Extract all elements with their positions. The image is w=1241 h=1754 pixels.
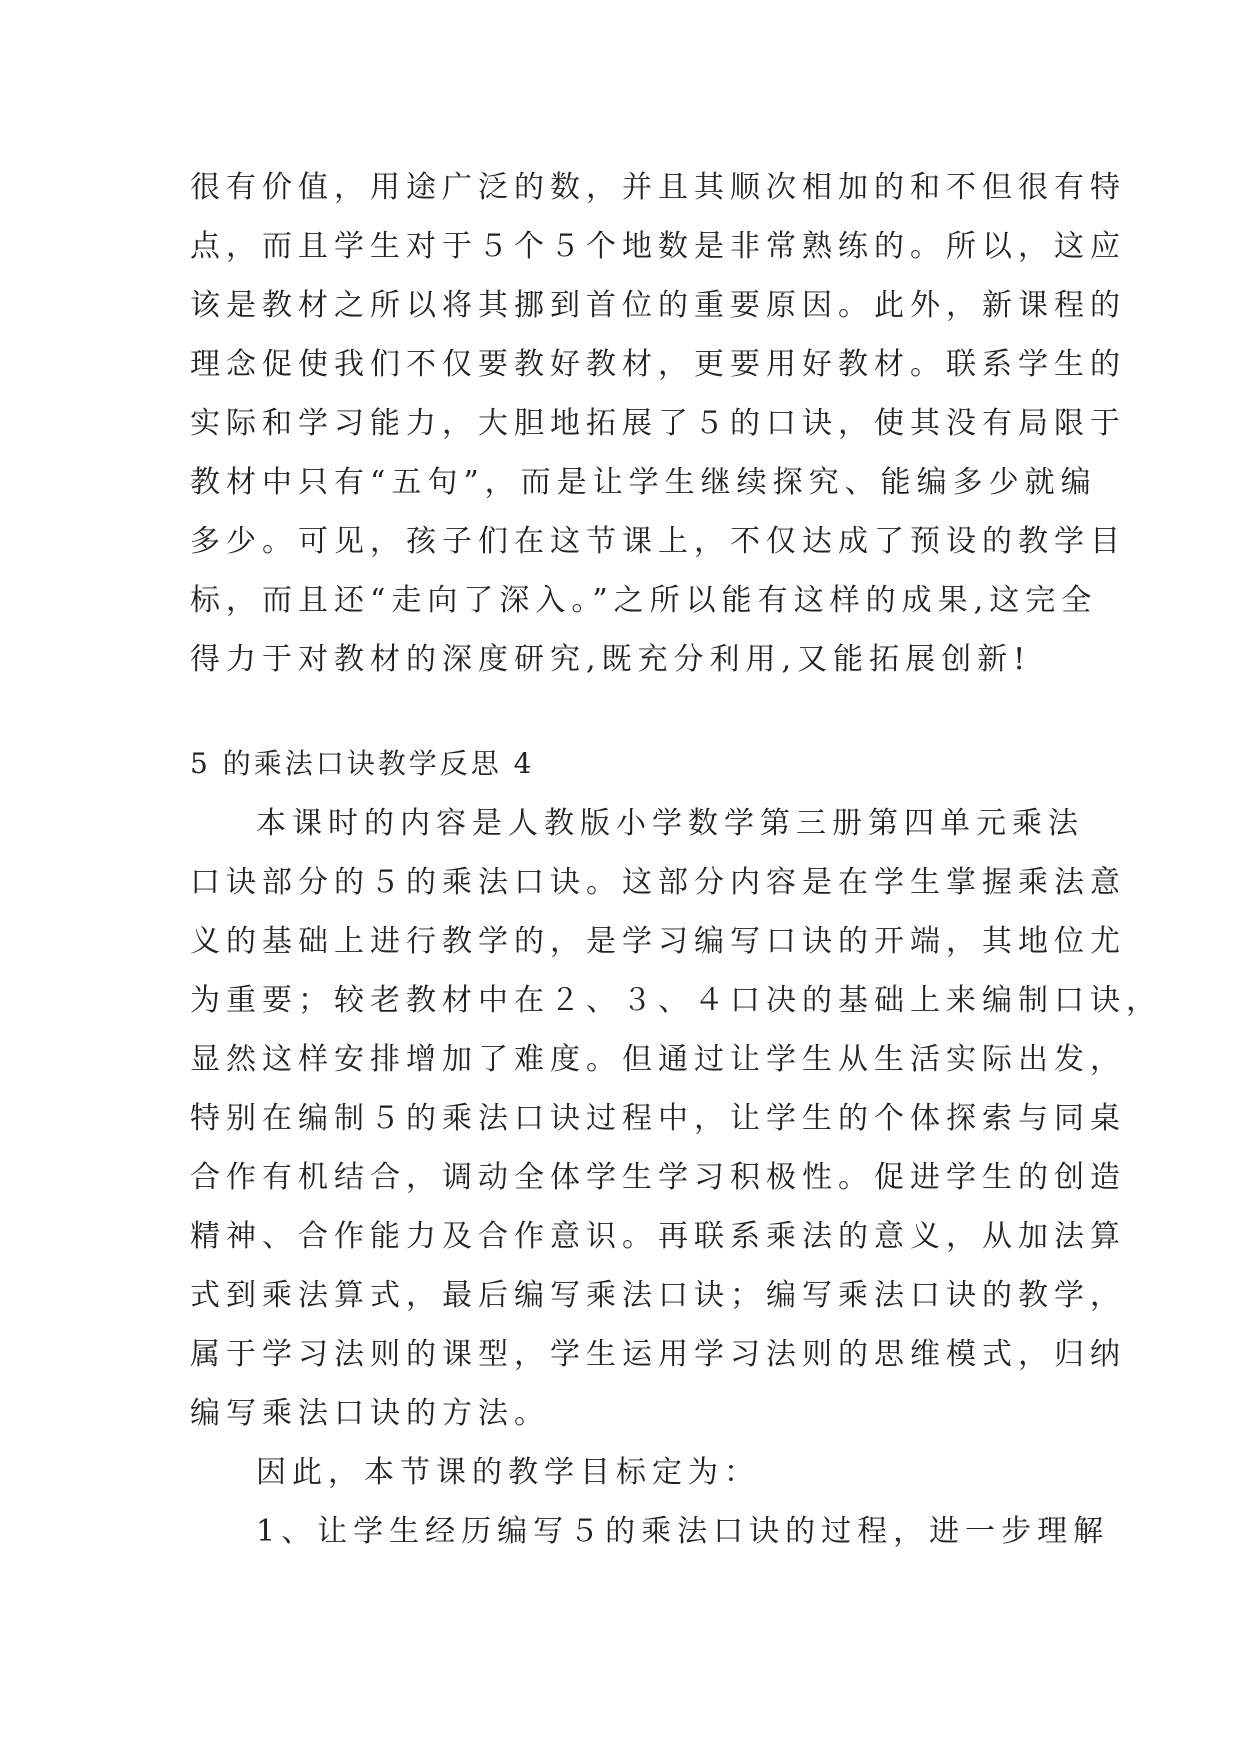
text-line: 该是教材之所以将其挪到首位的重要原因。此外，新课程的 (190, 288, 1126, 323)
text-line: 很有价值，用途广泛的数，并且其顺次相加的和不但很有特 (190, 170, 1126, 205)
section-gap (190, 689, 1050, 734)
text-line: 点，而且学生对于５个５个地数是非常熟练的。所以，这应 (190, 229, 1126, 264)
text-line: 实际和学习能力，大胆地拓展了５的口诀，使其没有局限于 (190, 406, 1126, 441)
text-line: 合作有机结合，调动全体学生学习积极性。促进学生的创造 (190, 1160, 1126, 1195)
text-line: 特别在编制５的乘法口诀过程中，让学生的个体探索与同桌 (190, 1101, 1126, 1136)
text-line: 式到乘法算式，最后编写乘法口诀；编写乘法口诀的教学， (190, 1278, 1126, 1313)
paragraph-goal-1: 1、让学生经历编写５的乘法口诀的过程，进一步理解 (256, 1514, 1110, 1549)
text-line: 理念促使我们不仅要教好教材，更要用好教材。联系学生的 (190, 347, 1126, 382)
text-line: 属于学习法则的课型，学生运用学习法则的思维模式，归纳 (190, 1337, 1126, 1372)
text-line: 口诀部分的５的乘法口诀。这部分内容是在学生掌握乘法意 (190, 865, 1126, 900)
section-heading: 5 的乘法口诀教学反思 4 (190, 747, 535, 780)
text-line: 标，而且还“走向了深入。”之所以能有这样的成果,这完全 (190, 583, 1098, 618)
paragraph-goals-intro: 因此，本节课的教学目标定为： (256, 1455, 760, 1490)
text-line: 精神、合作能力及合作意识。再联系乘法的意义，从加法算 (190, 1219, 1126, 1254)
text-line: 教材中只有“五句”，而是让学生继续探究、能编多少就编 (190, 465, 1097, 500)
text-line: 为重要；较老教材中在２、３、４口决的基础上来编制口诀， (190, 983, 1162, 1018)
text-line: 义的基础上进行教学的，是学习编写口诀的开端，其地位尤 (190, 924, 1126, 959)
document-page (190, 158, 1162, 1561)
paragraph-main (190, 794, 1162, 1443)
text-line: 编写乘法口诀的方法。 (190, 1396, 550, 1431)
text-line: 得力于对教材的深度研究,既充分利用,又能拓展创新! (190, 642, 1032, 677)
text-line: 本课时的内容是人教版小学数学第三册第四单元乘法 (256, 806, 1084, 841)
text-line: 多少。可见，孩子们在这节课上，不仅达成了预设的教学目 (190, 524, 1126, 559)
text-line: 显然这样安排增加了难度。但通过让学生从生活实际出发， (190, 1042, 1126, 1077)
paragraph-top (190, 158, 1126, 689)
